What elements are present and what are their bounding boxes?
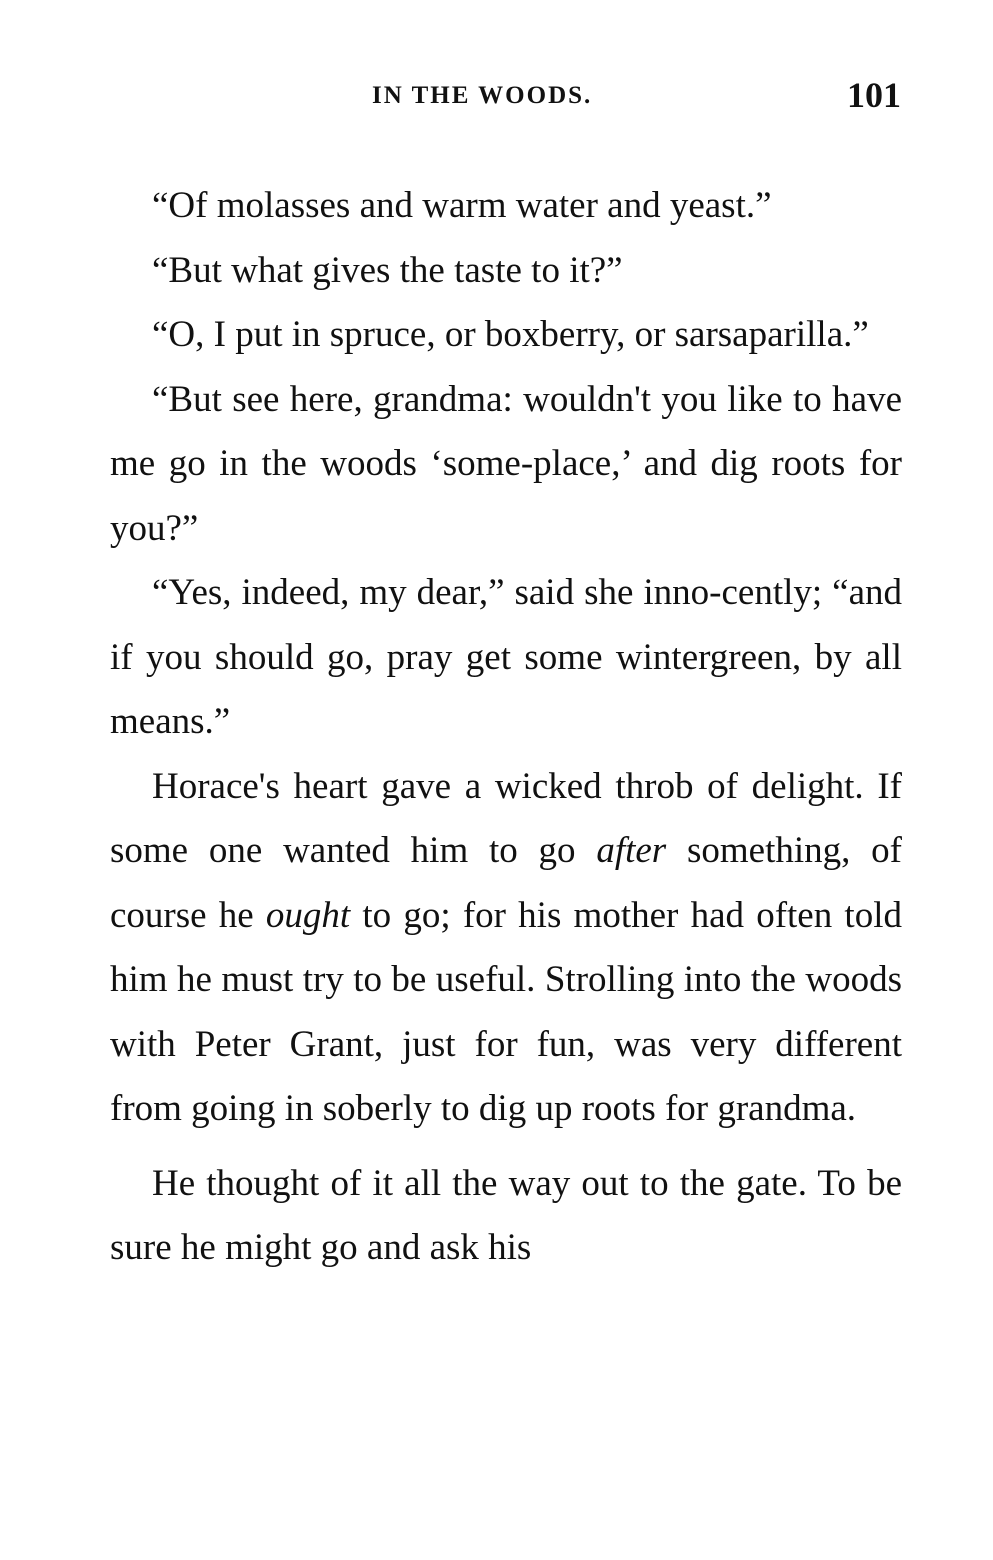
body-text <box>110 174 902 1281</box>
emphasis-after: after <box>596 830 667 871</box>
emphasis-ought: ought <box>265 894 351 936</box>
paragraph-dig-roots: “But see here, grandma: wouldn't you like to have me go in the woods ‘some-place,’ and dig roots for you?” <box>110 378 902 549</box>
running-head: IN THE WOODS. <box>372 82 593 109</box>
paragraph-spruce: “O, I put in spruce, or boxberry, or sarsaparilla.” <box>152 314 869 355</box>
text-segment: something, of course he <box>110 830 902 936</box>
paragraph-taste: “But what gives the taste to it?” <box>152 249 623 291</box>
paragraph-horace-heart <box>110 755 902 1142</box>
running-header <box>0 75 993 118</box>
paragraph-wintergreen: “Yes, indeed, my dear,” said she inno-cently; “and if you should go, pray get some wintergreen, by all means.” <box>110 572 902 742</box>
page-number: 101 <box>847 75 901 115</box>
text-segment: to go; for his mother had often told him he must try to be useful. Strolling into the woods with Peter Grant, just for fun, was very different from going in soberly to dig up roots for grandma. <box>110 894 902 1129</box>
paragraph-molasses: “Of molasses and warm water and yeast.” <box>152 185 772 226</box>
text-segment: Horace's heart gave a wicked throb of delight. If some one wanted him to go <box>110 765 902 871</box>
paragraph-gate: He thought of it all the way out to the gate. To be sure he might go and ask his <box>110 1162 902 1268</box>
